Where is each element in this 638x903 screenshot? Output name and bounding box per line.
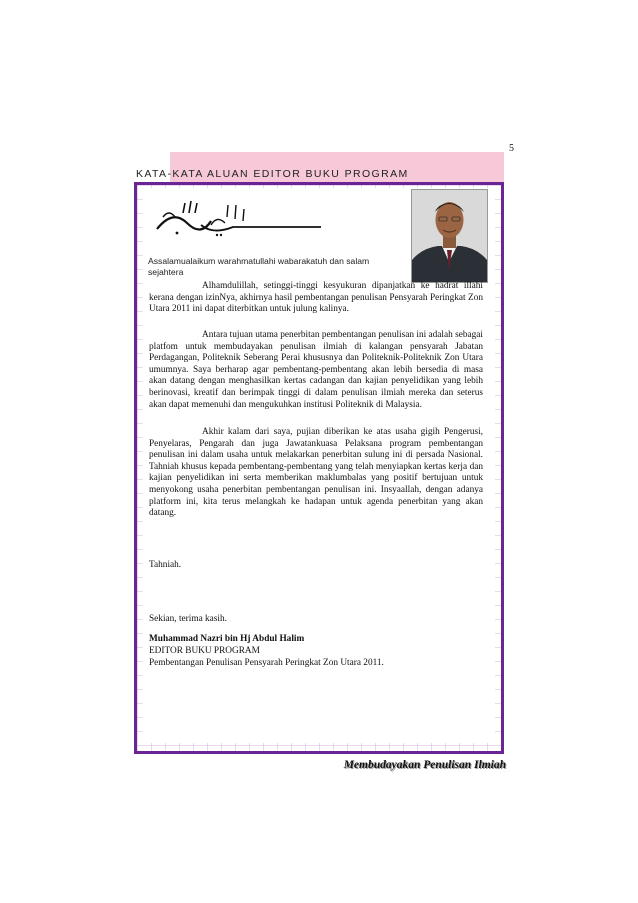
bismillah-calligraphy-image	[153, 199, 323, 241]
signatory-event: Pembentangan Penulisan Pensyarah Peringkat Zon Utara 2011.	[149, 658, 384, 668]
editor-portrait-photo	[411, 189, 488, 283]
greeting-text: Assalamualaikum warahmatullahi wabarakatuh dan salam sejahtera	[148, 256, 370, 277]
footer-tagline: Membudayakan Penulisan Ilmiah	[343, 759, 506, 771]
congratulations-line: Tahniah.	[149, 560, 182, 570]
signatory-name: Muhammad Nazri bin Hj Abdul Halim	[149, 634, 305, 644]
paragraph-purpose: Antara tujuan utama penerbitan pembentangan penulisan ini adalah sebagai platfom untuk membudayakan penulisan ilmiah di kalangan pensyarah Jabatan Perdagangan, Politeknik Seberang Perai khususnya dan Politeknik-Politeknik Zon Utara umumnya. Saya berharap agar pembentang-pembentang akan lebih bersedia di masa akan datang dengan menghasilkan kertas cadangan dan kajian penyelidikan yang lebih berinovasi, kreatif dan berimpak tinggi di dalam penulisan ilmiah mereka dan seterus akan dapat memenuhi dan mengukuhkan institusi Politeknik di Malaysia.	[149, 330, 483, 410]
paragraph-opening: Alhamdulillah, setinggi-tinggi kesyukuran dipanjatkan ke hadrat illahi kerana dengan izinNya, akhirnya hasil pembentangan penulisan Pensyarah Peringkat Zon Utara 2011 ini dapat diterbitkan untuk julung kalinya.	[149, 281, 483, 315]
closing-line: Sekian, terima kasih.	[149, 614, 227, 624]
paragraph-acknowledgement: Akhir kalam dari saya, pujian diberikan ke atas usaha gigih Pengerusi, Penyelaras, Pengarah dan juga Jawatankuasa Pelaksana program pembentangan penulisan ini dalam usaha untuk melakarkan penerbitan sulung ini di persada Nasional. Tahniah khusus kepada pembentang-pembentang yang telah menyiapkan kertas kerja dan kajian penyelidikan ini serta memberikan maklumbalas yang positif bertujuan untuk menyokong usaha penerbitan pembentangan penulisan ini. Insyaallah, dengan adanya platform ini, kita terus melangkah ke hadapan untuk agenda penerbitan yang akan datang.	[149, 427, 483, 519]
signatory-role: EDITOR BUKU PROGRAM	[149, 646, 260, 656]
section-title: KATA-KATA ALUAN EDITOR BUKU PROGRAM	[136, 168, 409, 180]
page-number: 5	[509, 143, 514, 154]
